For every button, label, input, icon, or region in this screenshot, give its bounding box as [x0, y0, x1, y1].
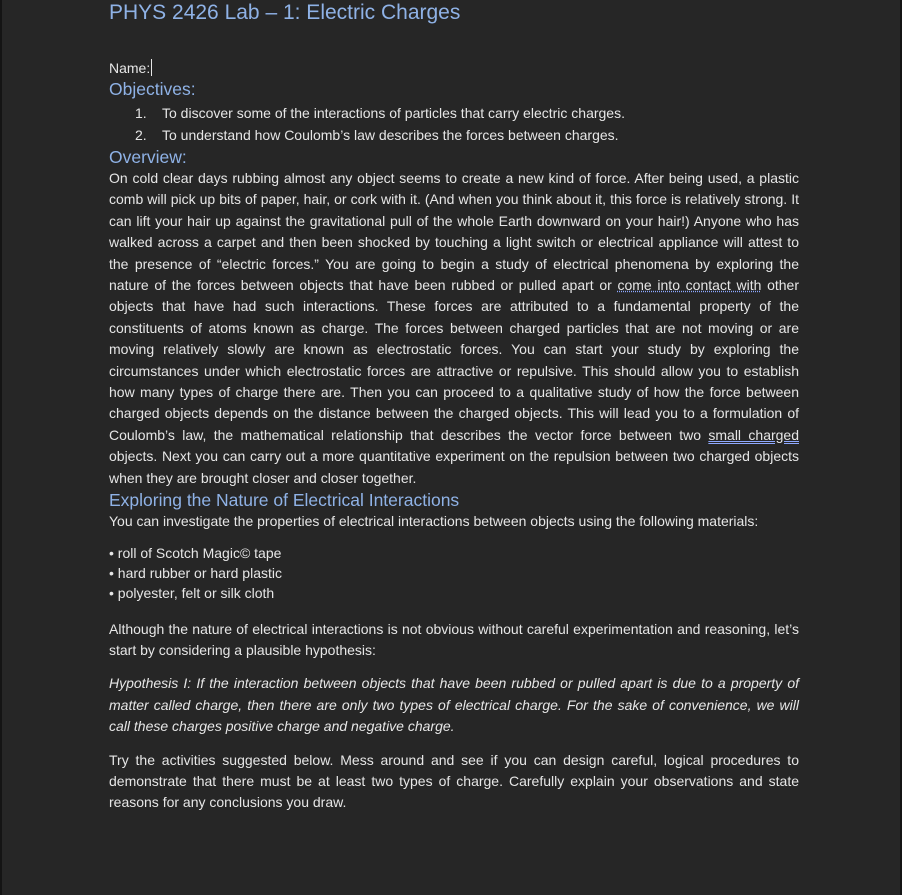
objectives-heading: Objectives: — [109, 79, 196, 99]
hypothesis-intro-paragraph: Although the nature of electrical interactions is not obvious without careful experimentation and reasoning, let’s start by considering a plausible hypothesis: — [109, 620, 799, 658]
grammar-flag[interactable]: small charged — [708, 426, 799, 443]
text-cursor — [151, 59, 152, 76]
exploring-heading: Exploring the Nature of Electrical Interactions — [109, 490, 460, 511]
materials-list — [109, 543, 799, 603]
overview-heading: Overview: — [109, 147, 187, 167]
list-number: 1. — [135, 105, 147, 121]
list-item: • hard rubber or hard plastic — [109, 564, 282, 581]
activities-paragraph: Try the activities suggested below. Mess around and see if you can design careful, logical procedures to demonstrate that there must be at least two types of charge. Carefully explain your observations and state reasons for any conclusions you draw. — [109, 751, 799, 811]
list-number: 2. — [135, 127, 147, 143]
overview-text-part-1: On cold clear days rubbing almost any object seems to create a new kind of force. After being used, a plastic comb will pick up bits of paper, hair, or cork with it. (And when you think about it, this force is relatively strong. It can lift your hair up against the gravitational pull of the whole Earth downward on your hair!) Anyone who has walked across a carpet and then been shocked by touching a light switch or electrical appliance will attest to the presence of “electric forces.” You are going to begin a study of electrical phenomena by exploring the nature of the forces between objects that have been rubbed or pulled apart or — [109, 170, 799, 294]
list-item: • polyester, felt or silk cloth — [109, 584, 275, 601]
name-field[interactable] — [109, 58, 799, 78]
document-body[interactable] — [109, 0, 799, 814]
list-item: • roll of Scotch Magic© tape — [109, 544, 282, 561]
objectives-list — [109, 102, 799, 146]
exploring-intro: You can investigate the properties of electrical interactions between objects using the following materials: — [109, 513, 759, 530]
list-item — [135, 124, 799, 146]
hypothesis-paragraph: Hypothesis I: If the interaction between objects that have been rubbed or pulled apart is due to a property of matter called charge, then there are only two types of electrical charge. For the sake of convenience, we will call these charges positive charge and negative charge. — [109, 675, 799, 735]
list-item-text: To understand how Coulomb’s law describes the forces between charges. — [162, 127, 619, 143]
name-label: Name: — [109, 60, 151, 76]
overview-paragraph — [109, 168, 799, 489]
overview-text-part-2: other objects that have had such interactions. These forces are attributed to a fundamental property of the constituents of atoms known as charge. The forces between charged particles that are not moving or are moving relatively slowly are known as electrostatic forces. You can start your study by exploring the circumstances under which electrostatic forces are attractive or repulsive. This should allow you to establish how many types of charge there are. Then you can proceed to a qualitative study of how the force between charged objects depends on the distance between the charged objects. This will lead you to a formulation of Coulomb’s law, the mathematical relationship that describes the vector force between two — [109, 277, 799, 443]
document-title: PHYS 2426 Lab – 1: Electric Charges — [109, 1, 461, 24]
list-item-text: To discover some of the interactions of particles that carry electric charges. — [162, 105, 625, 121]
grammar-flag[interactable]: come into contact with — [617, 277, 762, 294]
list-item — [135, 102, 799, 124]
overview-text-part-3: objects. Next you can carry out a more quantitative experiment on the repulsion between two charged objects when they are brought closer and closer together. — [109, 448, 799, 486]
